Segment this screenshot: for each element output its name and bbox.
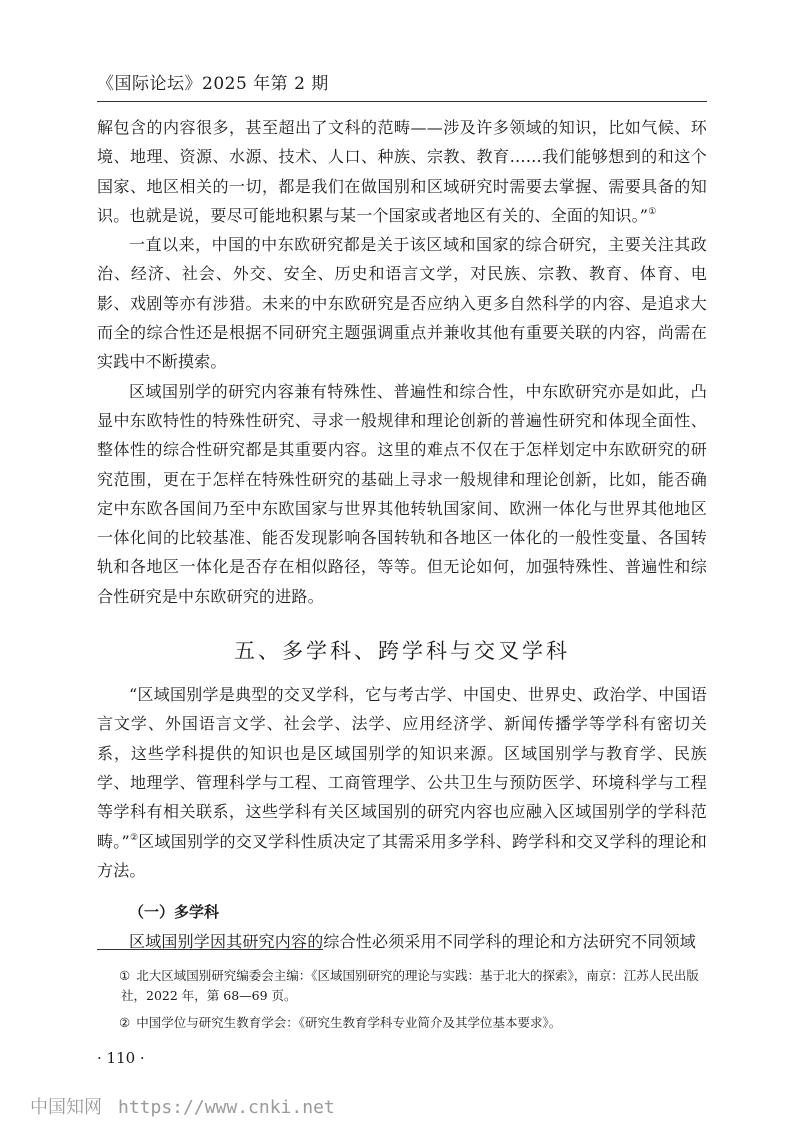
- paragraph: 区域国别学因其研究内容的综合性必须采用不同学科的理论和方法研究不同领域: [129, 932, 697, 952]
- watermark-url[interactable]: https://www.cnki.net: [118, 1097, 335, 1118]
- footnote-divider: [97, 949, 323, 950]
- footnote-ref-2[interactable]: ②: [129, 832, 139, 843]
- paragraph-continued: [97, 113, 707, 230]
- section-heading: 五、多学科、跨学科与交叉学科: [234, 639, 570, 664]
- article-body: [97, 113, 707, 956]
- paragraph-text: 解包含的内容很多，甚至超出了文科的范畴——涉及许多领域的知识，比如气候、环境、地理、资源、水源、技术、人口、种族、宗教、教育……我们能够想到的和这个国家、地区相关的一切，都是我们在做国别和区域研究时需要去掌握、需要具备的知识。也就是说，要尽可能地积累与某一个国家或者地区有关的、全面的知识。”: [97, 118, 707, 225]
- footnotes: [97, 966, 707, 1040]
- footnote-ref-1[interactable]: ①: [648, 206, 657, 217]
- cnki-watermark: [30, 1093, 335, 1119]
- footnote-mark: ②: [119, 1015, 131, 1030]
- journal-header: 《国际论坛》2025 年第 2 期: [97, 74, 329, 94]
- footnote-text: 北大区域国别研究编委会主编：《区域国别研究的理论与实践：基于北大的探索》，南京：江苏人民出版社，2022 年，第 68—69 页。: [121, 968, 699, 1003]
- quote-tail-text: 区域国别学的交叉学科性质决定了其需采用多学科、跨学科和交叉学科的理论和方法。: [97, 831, 707, 880]
- page-number: · 110 ·: [97, 1049, 145, 1067]
- quote-text: “区域国别学是典型的交叉学科，它与考古学、中国史、世界史、政治学、中国语言文学、外国语言文学、社会学、法学、应用经济学、新闻传播学等学科有密切关系，这些学科提供的知识也是区域国别学的知识来源。区域国别学与教育学、民族学、地理学、管理科学与工程、工商管理学、公共卫生与预防医学、环境科学与工程等学科有相关联系，这些学科有关区域国别的研究内容也应融入区域国别学的学科范畴。”: [97, 685, 707, 851]
- footnote: [97, 966, 707, 1006]
- footnote: [97, 1013, 707, 1033]
- footnote-text: 中国学位与研究生教育学会：《研究生教育学科专业简介及其学位基本要求》。: [136, 1015, 562, 1030]
- paragraph-quote: [97, 680, 707, 885]
- watermark-brand: 中国知网: [30, 1097, 102, 1118]
- header-divider: [97, 101, 707, 102]
- paragraph: 一直以来，中国的中东欧研究都是关于该区域和国家的综合研究，主要关注其政治、经济、社会、外交、安全、历史和语言文学，对民族、宗教、教育、体育、电影、戏剧等亦有涉猎。未来的中东欧研究是否应纳入更多自然科学的内容、是追求大而全的综合性还是根据不同研究主题强调重点并兼收其他有重要关联的内容，尚需在实践中不断摸索。: [97, 235, 707, 372]
- paragraph: 区域国别学的研究内容兼有特殊性、普遍性和综合性，中东欧研究亦是如此，凸显中东欧特性的特殊性研究、寻求一般规律和理论创新的普遍性研究和体现全面性、整体性的综合性研究都是其重要内容。这里的难点不仅在于怎样划定中东欧研究的研究范围，更在于怎样在特殊性研究的基础上寻求一般规律和理论创新，比如，能否确定中东欧各国间乃至中东欧国家与世界其他转轨国家间、欧洲一体化与世界其他地区一体化间的比较基准、能否发现影响各国转轨和各地区一体化的一般性变量、各国转轨和各地区一体化是否存在相似路径，等等。但无论如何，加强特殊性、普遍性和综合性研究是中东欧研究的进路。: [97, 381, 707, 606]
- footnote-mark: ①: [119, 968, 131, 983]
- subsection-heading: （一）多学科: [129, 903, 220, 922]
